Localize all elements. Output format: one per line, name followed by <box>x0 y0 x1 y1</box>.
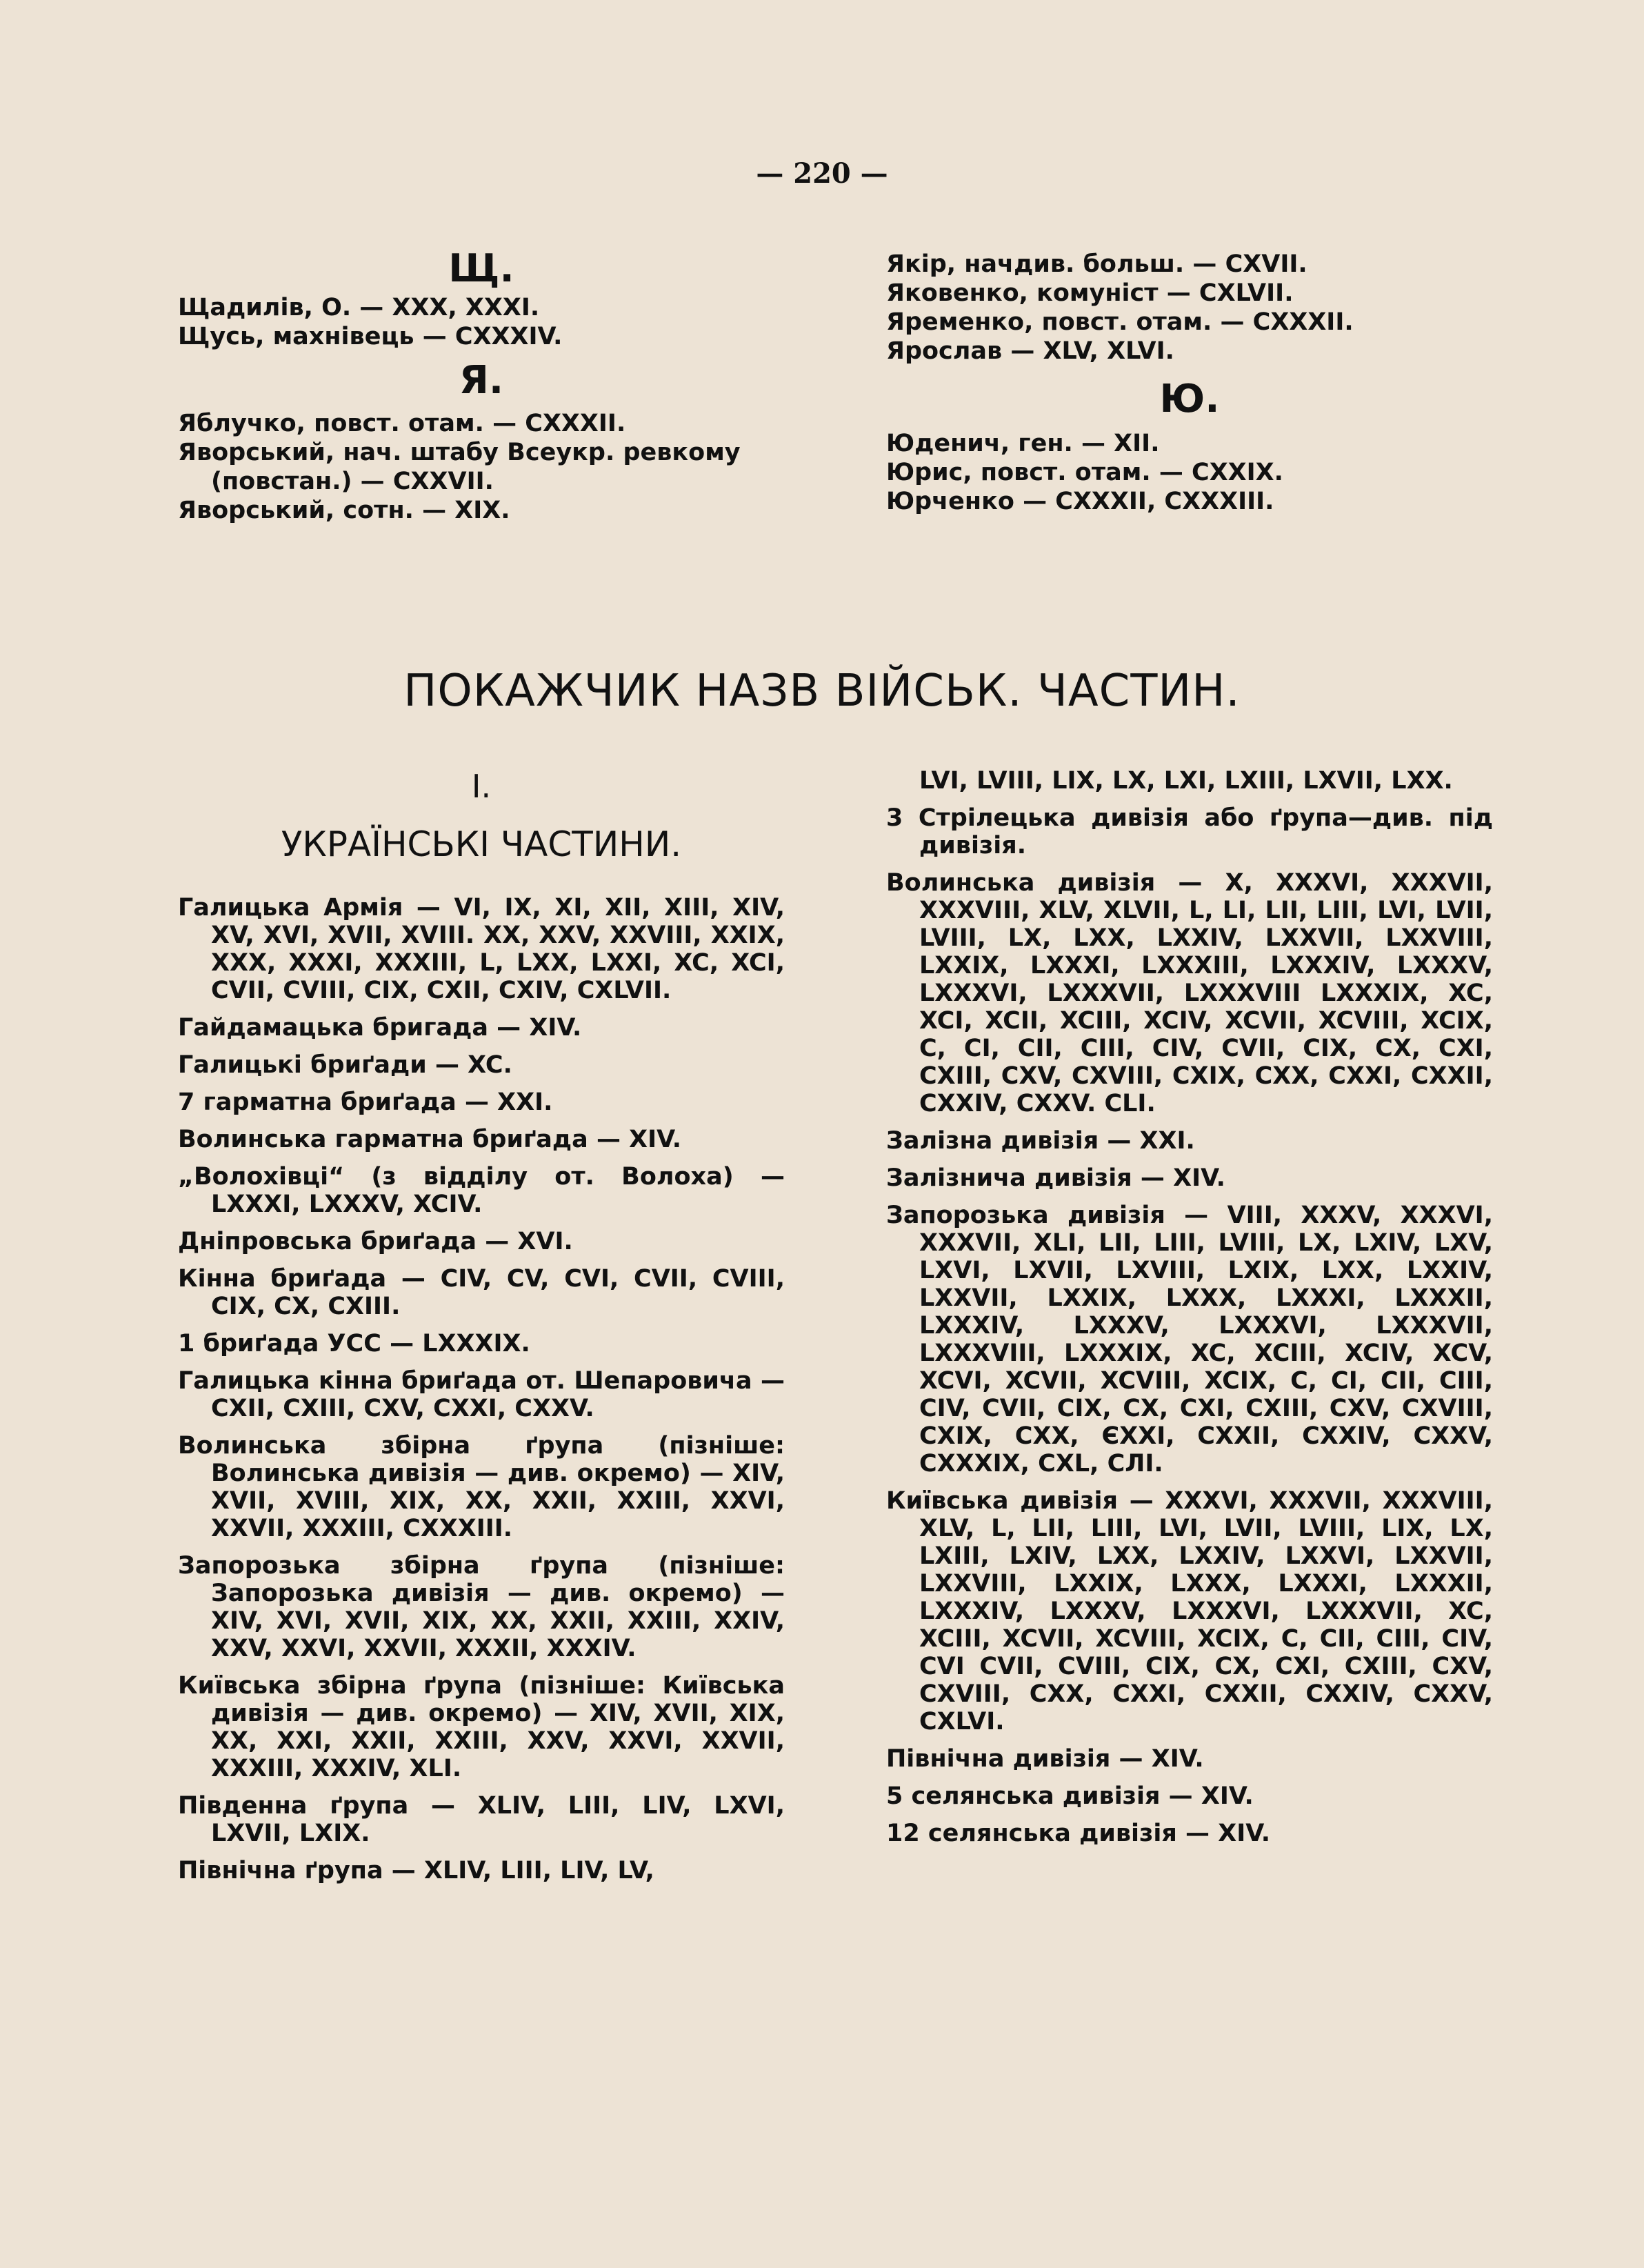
section-title: УКРАЇНСЬКІ ЧАСТИНИ. <box>281 824 682 864</box>
unit-entry: 7 гарматна бриґада — XXI. <box>178 1088 553 1116</box>
unit-entry: Київська дивізія — XXXVI, XXXVII, XXXVIII, XLV, L, LII, LIII, LVI, LVII, LVIII, LIX, LX, LXIII, LXIV, LXX, LXXIV, LXXVI, LXXVII, LXXVIII, LXXIX, LXXX, LXXXI, LXXXII, LXXXIV, LXXXV, LXXXVI, LXXXVII, XC, XCIII, XCVII, XCVIII, XCIX, C, CII, CIII, CIV, CVI CVII, CVIII, CIX, CX, CXI, CXIII, CXV, CXVIII, CXX, CXXI, CXXII, CXXIV, CXXV, CXLVI. <box>886 1487 1493 1735</box>
unit-entry: Київська збірна ґрупа (пізніше: Київська дивізія — див. окремо) — XIV, XVII, XIX, XX, XXI, XXII, XXIII, XXV, XXVI, XXVII, XXXIII, XXXIV, XLI. <box>178 1672 785 1782</box>
unit-entry: 5 селянська дивізія — XIV. <box>886 1782 1254 1810</box>
letter-heading: Я. <box>459 358 504 403</box>
unit-entry: Галицька Армія — VI, IX, XI, XII, XIII, XIV, XV, XVI, XVII, XVIII. XX, XXV, XXVIII, XXIX, XXX, XXXI, XXXIII, L, LXX, LXXI, XC, XCI, CVII, CVIII, CIX, CXII, CXIV, CXLVII. <box>178 894 785 1004</box>
unit-entry: Північна ґрупа — XLIV, LIII, LIV, LV, <box>178 1857 654 1884</box>
letter-heading: Ю. <box>1159 377 1220 421</box>
unit-entry: Південна ґрупа — XLIV, LIII, LIV, LXVI, LXVII, LXIX. <box>178 1792 785 1847</box>
unit-entry: Залізнича дивізія — XIV. <box>886 1164 1225 1192</box>
unit-entry: Галицька кінна бриґада от. Шепаровича — CXII, CXIII, CXV, CXXI, CXXV. <box>178 1367 785 1422</box>
unit-entry: 3 Стрілецька дивізія або ґрупа—див. під дивізія. <box>886 804 1493 859</box>
index-entry: Юрченко — CXXXII, CXXXIII. <box>886 488 1274 515</box>
units-right-column <box>886 767 1493 1857</box>
unit-entry: 1 бриґада УСС — LXXXIX. <box>178 1330 530 1357</box>
index-entry: Щусь, махнівець — CXXXIV. <box>178 323 563 350</box>
name-index-left-column <box>178 245 785 525</box>
unit-entry: Дніпровська бриґада — XVI. <box>178 1228 573 1255</box>
index-entry: Ярослав — XLV, XLVI. <box>886 337 1174 365</box>
units-left-column <box>178 766 785 1894</box>
index-entry: Якір, начдив. больш. — CXVII. <box>886 250 1307 278</box>
unit-entry: Волинська збірна ґрупа (пізніше: Волинська дивізія — див. окремо) — XIV, XVII, XVIII, XIX, XX, XXII, XXIII, XXVI, XXVII, XXXIII, CXXXIII. <box>178 1432 785 1542</box>
section-number: I. <box>471 768 492 805</box>
unit-entry: Гайдамацька бригада — XIV. <box>178 1014 582 1042</box>
unit-entry: Запорозька збірна ґрупа (пізніше: Запорозька дивізія — див. окремо) — XIV, XVI, XVII, XIX, XX, XXII, XXIII, XXIV, XXV, XXVI, XXVII, XXXII, XXXIV. <box>178 1552 785 1662</box>
index-entry: Яковенко, комуніст — CXLVII. <box>886 279 1294 307</box>
unit-entry-continuation: LVI, LVIII, LIX, LX, LXI, LXIII, LXVII, LXX. <box>919 767 1453 795</box>
unit-entry: Волинська гарматна бриґада — XIV. <box>178 1126 682 1153</box>
unit-entry: Волинська дивізія — X, XXXVI, XXXVII, XXXVIII, XLV, XLVII, L, LI, LII, LIII, LVI, LVII, LVIII, LX, LXX, LXXIV, LXXVII, LXXVIII, LXXIX, LXXXI, LXXXIII, LXXXIV, LXXXV, LXXXVI, LXXXVII, LXXXVIII LXXXIX, XC, XCI, XCII, XCIII, XCIV, XCVII, XCVIII, XCIX, C, CI, CII, CIII, CIV, CVII, CIX, CX, CXI, CXIII, CXV, CXVIII, CXIX, CXX, CXXI, CXXII, CXXIV, CXXV. CLI. <box>886 869 1493 1117</box>
unit-entry: Залізна дивізія — XXI. <box>886 1127 1195 1155</box>
unit-entry: Запорозька дивізія — VIII, XXXV, XXXVI, XXXVII, XLI, LII, LIII, LVIII, LX, LXIV, LXV, LXVI, LXVII, LXVIII, LXIX, LXX, LXXIV, LXXVII, LXXIX, LXXX, LXXXI, LXXXII, LXXXIV, LXXXV, LXXXVI, LXXXVII, LXXXVIII, LXXXIX, XC, XCIII, XCIV, XCV, XCVI, XCVII, XCVIII, XCIX, C, CI, CII, CIII, CIV, CVII, CIX, CX, CXI, CXIII, CXV, CXVIII, CXIX, CXX, ЄXXI, CXXII, CXXIV, CXXV, CXXXIX, CXL, СЛІ. <box>886 1202 1493 1478</box>
letter-heading: Щ. <box>448 246 514 291</box>
index-entry: Яворський, сотн. — XIX. <box>178 497 510 524</box>
unit-entry: 12 селянська дивізія — XIV. <box>886 1820 1271 1847</box>
index-entry: Юденич, ген. — XII. <box>886 430 1160 457</box>
index-entry: Щадилів, О. — XXX, XXXI. <box>178 294 540 321</box>
index-entry: Яворський, нач. штабу Всеукр. ревкому (повстан.) — CXXVII. <box>178 439 741 495</box>
page-number: — 220 — <box>756 157 888 190</box>
index-entry: Яременко, повст. отам. — CXXXII. <box>886 308 1354 336</box>
unit-entry: Галицькі бриґади — XC. <box>178 1051 512 1079</box>
main-title: ПОКАЖЧИК НАЗВ ВІЙСЬК. ЧАСТИН. <box>403 666 1241 717</box>
unit-entry: „Волохівці“ (з відділу от. Волоха) — LXXXI, LXXXV, XCIV. <box>178 1163 785 1218</box>
unit-entry: Кінна бриґада — CIV, CV, CVI, CVII, CVIII, CIX, CX, CXIII. <box>178 1265 785 1320</box>
unit-entry: Північна дивізія — XIV. <box>886 1745 1204 1773</box>
index-entry: Яблучко, повст. отам. — CXXXII. <box>178 410 626 437</box>
index-entry: Юрис, повст. отам. — CXXIX. <box>886 459 1283 486</box>
name-index-right-column <box>886 250 1493 516</box>
